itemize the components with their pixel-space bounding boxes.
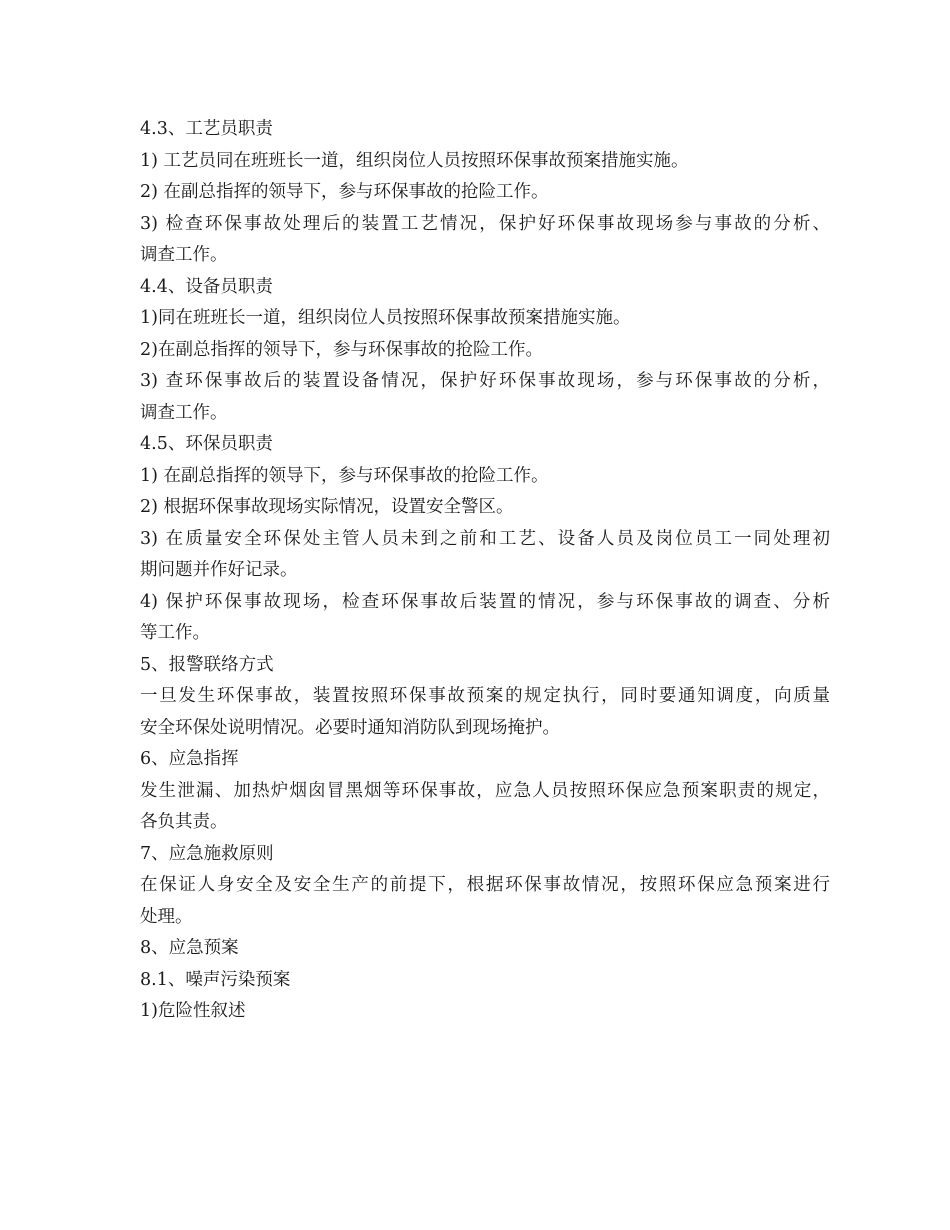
text-line: 处理。 [140,906,193,927]
text-line: 3) 查环保事故后的装置设备情况，保护好环保事故现场，参与环保事故的分析， [140,371,830,391]
document-body [140,114,830,1028]
text-line: 6、应急指挥 [140,749,239,769]
text-line: 5、报警联络方式 [140,654,274,675]
text-line: 期问题并作好记录。 [140,560,298,580]
text-line: 2)在副总指挥的领导下，参与环保事故的抢险工作。 [140,339,543,360]
text-line: 4.3、工艺员职责 [140,119,273,139]
text-line: 2) 在副总指挥的领导下，参与环保事故的抢险工作。 [140,182,549,202]
text-line: 8、应急预案 [140,938,239,958]
text-line: 一旦发生环保事故，装置按照环保事故预案的规定执行，同时要通知调度，向质量 [140,686,830,706]
text-line: 调查工作。 [140,402,228,423]
text-line: 4.5、环保员职责 [140,434,273,454]
text-line: 8.1、噪声污染预案 [140,969,291,990]
text-line: 安全环保处说明情况。必要时通知消防队到现场掩护。 [140,717,560,738]
text-line: 调查工作。 [140,245,228,265]
text-line: 4.4、设备员职责 [140,276,273,297]
text-line: 4) 保护环保事故现场，检查环保事故后装置的情况，参与环保事故的调查、分析 [140,591,830,612]
text-line: 1)同在班班长一道，组织岗位人员按照环保事故预案措施实施。 [140,308,631,328]
text-line: 3) 在质量安全环保处主管人员未到之前和工艺、设备人员及岗位员工一同处理初 [140,528,830,549]
text-line: 2) 根据环保事故现场实际情况，设置安全警区。 [140,497,514,517]
text-line: 各负其责。 [140,812,228,832]
text-line: 7、应急施救原则 [140,843,274,864]
text-line: 1) 在副总指挥的领导下，参与环保事故的抢险工作。 [140,465,549,486]
text-line: 3) 检查环保事故处理后的装置工艺情况，保护好环保事故现场参与事故的分析、 [140,213,830,234]
text-line: 发生泄漏、加热炉烟囱冒黑烟等环保事故，应急人员按照环保应急预案职责的规定， [140,780,830,801]
text-line: 1) 工艺员同在班班长一道，组织岗位人员按照环保事故预案措施实施。 [140,150,689,171]
text-line: 1)危险性叙述 [140,1001,246,1021]
text-line: 等工作。 [140,623,210,643]
text-line: 在保证人身安全及安全生产的前提下，根据环保事故情况，按照环保应急预案进行 [140,875,830,895]
